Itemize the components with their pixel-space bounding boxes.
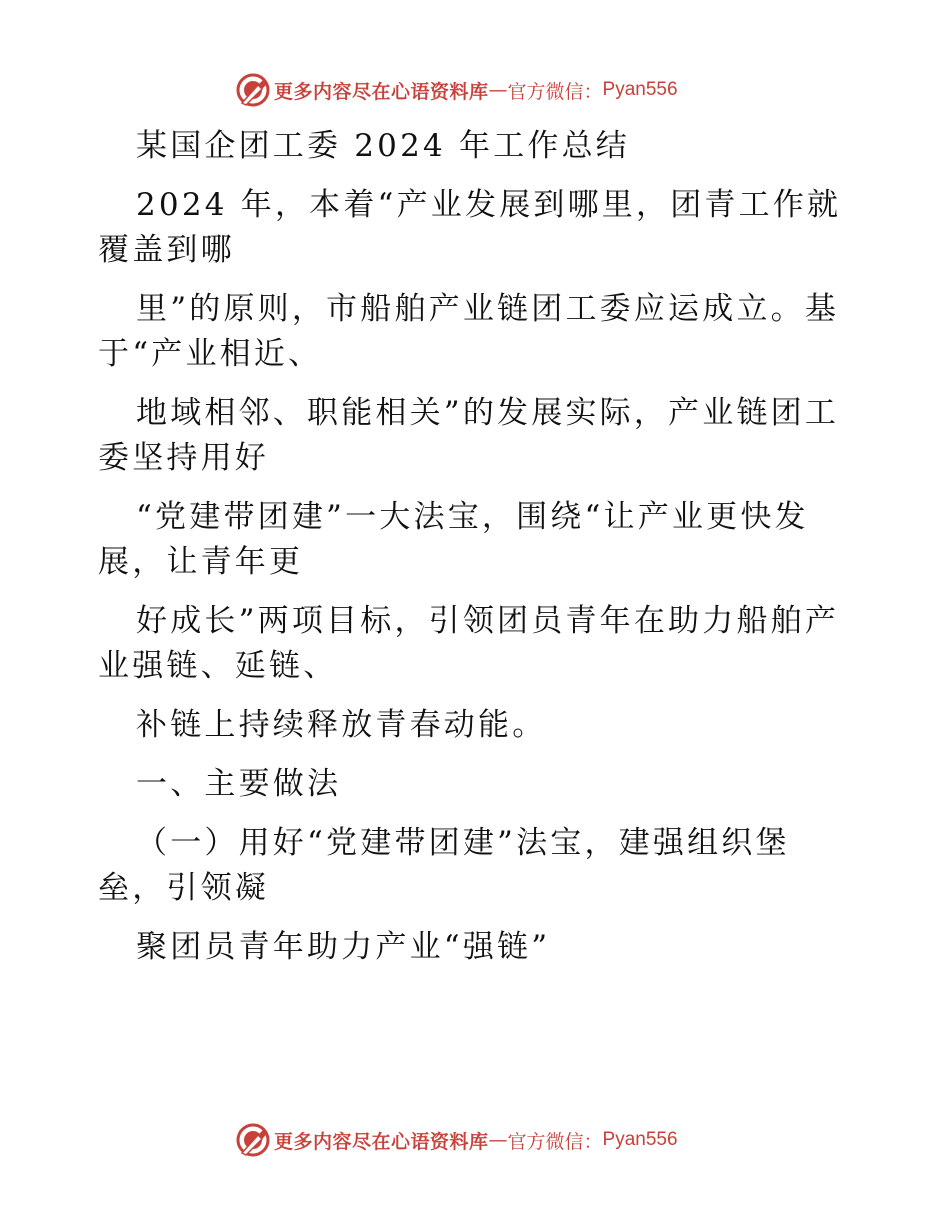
banner-dash: — bbox=[488, 79, 508, 101]
banner-main-text: 更多内容尽在心语资料库 bbox=[274, 80, 489, 103]
paragraph-line: 垒，引领凝 bbox=[98, 870, 269, 906]
pen-logo-icon bbox=[236, 1123, 270, 1157]
paragraph-line: 于“产业相近、 bbox=[98, 336, 323, 372]
banner-wechat-label: 官方微信： bbox=[507, 1130, 603, 1153]
banner-dash: — bbox=[488, 1129, 508, 1151]
paragraph-line: 业强链、延链、 bbox=[98, 648, 338, 684]
banner-wechat-label: 官方微信： bbox=[507, 80, 603, 103]
paragraph-line: 覆盖到哪 bbox=[98, 232, 235, 268]
paragraph-line: 地域相邻、职能相关”的发展实际，产业链团工 bbox=[136, 395, 840, 431]
paragraph-line: “党建带团建”一大法宝，围绕“让产业更快发 bbox=[136, 499, 809, 535]
banner-main-text: 更多内容尽在心语资料库 bbox=[274, 1130, 489, 1153]
section-heading: 一、主要做法 bbox=[136, 766, 342, 802]
banner-wechat-id: Pyan556 bbox=[602, 1129, 678, 1150]
paragraph-line: 2024 年，本着“产业发展到哪里，团青工作就 bbox=[136, 187, 842, 223]
paragraph-line: 好成长”两项目标，引领团员青年在助力船舶产 bbox=[136, 603, 840, 639]
paragraph-line: 里”的原则，市船舶产业链团工委应运成立。基 bbox=[136, 291, 840, 327]
paragraph-line: 聚团员青年助力产业“强链” bbox=[136, 929, 551, 965]
paragraph-line: 展，让青年更 bbox=[98, 544, 304, 580]
header-banner bbox=[236, 72, 678, 108]
document-title: 某国企团工委 2024 年工作总结 bbox=[136, 128, 630, 164]
paragraph-line: 补链上持续释放青春动能。 bbox=[136, 707, 547, 743]
document-body bbox=[98, 124, 858, 970]
pen-logo-icon bbox=[236, 73, 270, 107]
footer-banner bbox=[236, 1122, 678, 1158]
paragraph-line: 委坚持用好 bbox=[98, 440, 269, 476]
subsection-heading: （一）用好“党建带团建”法宝，建强组织堡 bbox=[136, 825, 790, 861]
banner-wechat-id: Pyan556 bbox=[602, 79, 678, 100]
